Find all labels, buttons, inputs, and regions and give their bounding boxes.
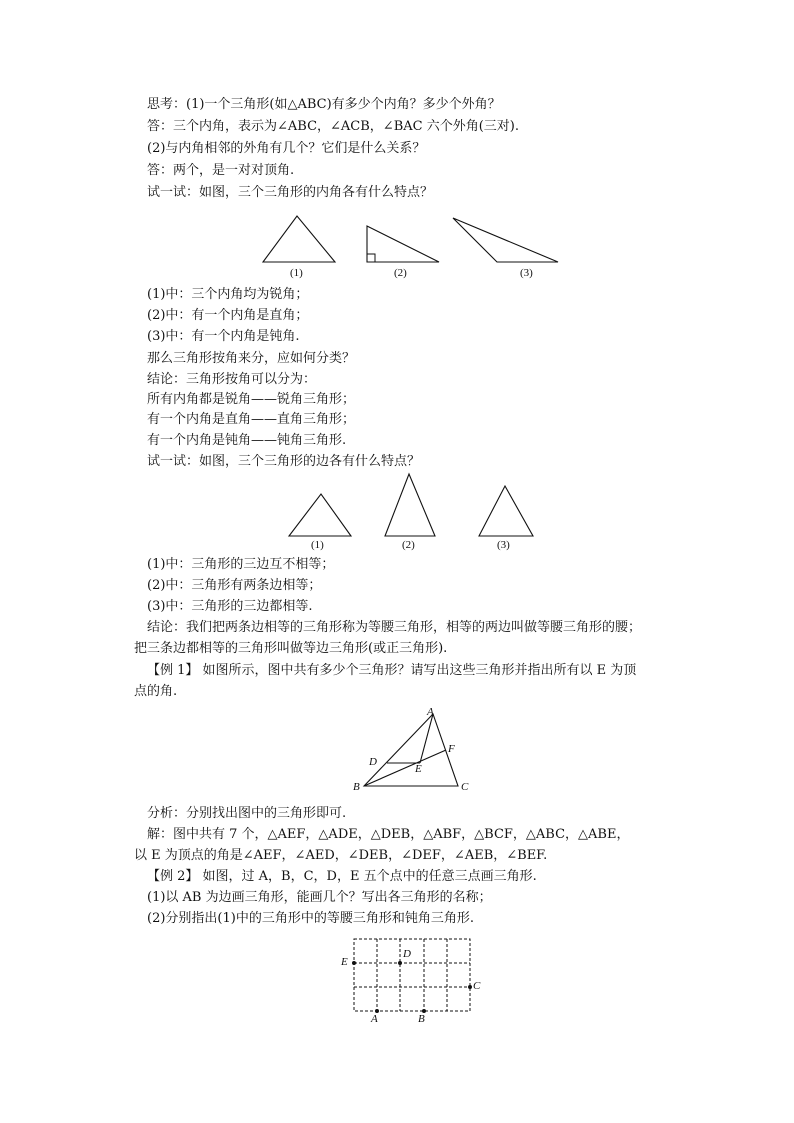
example-2-label-e: E [341,956,348,968]
equilateral-triangle [479,486,533,536]
think-question-1: 思考：(1)一个三角形(如△ABC)有多少个内角？多少个外角？ [147,97,501,112]
isosceles-triangle [385,474,435,536]
answer-1: 答：三个内角，表示为∠ABC，∠ACB，∠BAC 六个外角(三对). [147,119,519,134]
example-1-label-d: D [369,756,377,768]
analysis-line: 分析：分别找出图中的三角形即可. [147,806,347,821]
side-caption-3: (3) [497,539,510,551]
example-2-part-1: (1)以 AB 为边画三角形，能画几个？写出各三角形的名称； [147,890,492,905]
solution-line-1: 解：图中共有 7 个，△AEF，△ADE，△DEB，△ABF，△BCF，△ABC，△ABE， [147,827,630,842]
example-2-part-2: (2)分别指出(1)中的三角形中的等腰三角形和钝角三角形. [147,911,474,926]
example-2-label-b: B [418,1013,425,1025]
example-1-label-f: F [448,743,455,755]
angle-case-2: (2)中：有一个内角是直角； [147,308,309,323]
example-1-figure [340,700,480,800]
angle-case-3: (3)中：有一个内角是钝角. [147,329,300,344]
point-e [352,961,356,965]
example-1-label-c: C [461,781,469,793]
example-2-question: 【例 2】 如图，过 A，B，C，D，E 五个点中的任意三点画三角形. [147,869,537,884]
side-caption-2: (2) [402,539,415,551]
example-2-grid-figure [350,935,475,1020]
acute-triangle [263,216,335,262]
try-sides-prompt: 试一试：如图，三个三角形的边各有什么特点？ [147,454,421,469]
angle-case-1: (1)中：三个内角均为锐角； [147,287,309,302]
acute-definition: 所有内角都是锐角——锐角三角形； [147,392,356,407]
triangle-abc [364,714,458,786]
conclusion-sides-1: 结论：我们把两条边相等的三角形称为等腰三角形，相等的两边叫做等腰三角形的腰； [147,620,642,635]
example-2-label-c: C [473,980,481,992]
obtuse-definition: 有一个内角是钝角——钝角三角形. [147,433,347,448]
side-caption-1: (1) [311,539,324,551]
angle-caption-1: (1) [290,267,303,279]
solution-line-2: 以 E 为顶点的角是∠AEF，∠AED，∠DEB，∠DEF，∠AEB，∠BEF. [134,848,548,863]
angle-triangles-figure [255,212,575,272]
example-1-question: 【例 1】 如图所示，图中共有多少个三角形？请写出这些三角形并指出所有以 E 为顶 [147,663,637,678]
side-triangles-figure [285,470,545,540]
side-case-1: (1)中：三角形的三边互不相等； [147,557,335,572]
example-1-label-b: B [353,781,360,793]
think-question-2: (2)与内角相邻的外角有几个？它们是什么关系？ [147,141,426,156]
example-1-label-a: A [427,706,434,718]
right-triangle [367,226,439,262]
right-definition: 有一个内角是直角——直角三角形； [147,412,356,427]
point-c [468,985,472,989]
conclusion-angles: 结论：三角形按角可以分为： [147,372,317,387]
angle-caption-2: (2) [394,267,407,279]
angle-caption-3: (3) [520,267,533,279]
classify-question: 那么三角形按角来分，应如何分类？ [147,351,356,366]
obtuse-triangle [453,218,558,262]
point-d [398,961,402,965]
answer-2: 答：两个，是一对对顶角. [147,163,295,178]
conclusion-sides-2: 把三条边都相等的三角形叫做等边三角形(或正三角形). [134,641,448,656]
example-2-label-a: A [371,1013,378,1025]
example-1-question-cont: 点的角. [134,684,178,699]
side-case-3: (3)中：三角形的三边都相等. [147,599,313,614]
side-case-2: (2)中：三角形有两条边相等； [147,578,322,593]
grid-border [354,939,470,1011]
try-angles-prompt: 试一试：如图，三个三角形的内角各有什么特点？ [147,185,434,200]
right-angle-mark [367,254,375,262]
example-1-label-e: E [415,763,422,775]
example-2-label-d: D [403,948,411,960]
scalene-triangle [289,494,351,536]
